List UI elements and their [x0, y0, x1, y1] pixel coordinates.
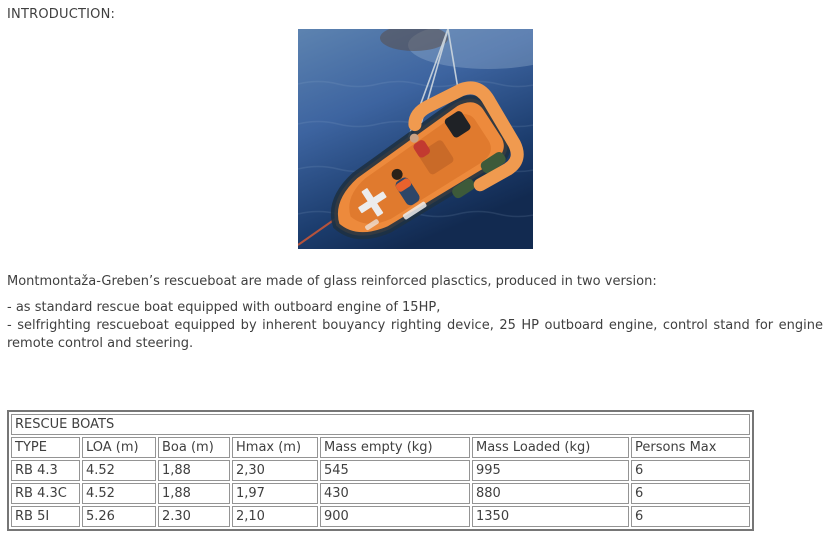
column-header-2: Boa (m) [158, 437, 230, 458]
cell-1-5: 880 [472, 483, 629, 504]
intro-paragraph: Montmontaža-Greben’s rescueboat are made of glass reinforced plasctics, produced in two version: [7, 274, 657, 289]
column-header-0: TYPE [11, 437, 80, 458]
intro-text [7, 273, 823, 353]
column-header-4: Mass empty (kg) [320, 437, 470, 458]
column-header-3: Hmax (m) [232, 437, 318, 458]
cell-2-0: RB 5I [11, 506, 80, 527]
cell-1-6: 6 [631, 483, 750, 504]
cell-0-4: 545 [320, 460, 470, 481]
cell-2-5: 1350 [472, 506, 629, 527]
cell-1-3: 1,97 [232, 483, 318, 504]
cell-1-4: 430 [320, 483, 470, 504]
table-row-2 [11, 506, 750, 527]
cell-2-2: 2.30 [158, 506, 230, 527]
rescue-boats-table-body [11, 414, 750, 527]
bullet-standard: - as standard rescue boat equipped with outboard engine of 15HP, [7, 300, 441, 315]
cell-1-0: RB 4.3C [11, 483, 80, 504]
cell-0-0: RB 4.3 [11, 460, 80, 481]
bullet-selfrighting: - selfrighting rescueboat equipped by inherent bouyancy righting device, 25 HP outboard engine, control stand for engine remote control and steering. [7, 318, 823, 351]
cell-0-6: 6 [631, 460, 750, 481]
cell-2-6: 6 [631, 506, 750, 527]
cell-2-3: 2,10 [232, 506, 318, 527]
table-title-row [11, 414, 750, 435]
column-header-6: Persons Max [631, 437, 750, 458]
cell-1-2: 1,88 [158, 483, 230, 504]
cell-2-4: 900 [320, 506, 470, 527]
table-title: RESCUE BOATS [11, 414, 750, 435]
cell-1-1: 4.52 [82, 483, 156, 504]
rescue-boats-table [7, 410, 754, 531]
column-header-5: Mass Loaded (kg) [472, 437, 629, 458]
page-title: INTRODUCTION: [7, 7, 116, 22]
cell-0-1: 4.52 [82, 460, 156, 481]
cell-0-3: 2,30 [232, 460, 318, 481]
table-header-row [11, 437, 750, 458]
cell-2-1: 5.26 [82, 506, 156, 527]
column-header-1: LOA (m) [82, 437, 156, 458]
rescue-boat-photo [298, 29, 533, 249]
table-row-0 [11, 460, 750, 481]
cell-0-2: 1,88 [158, 460, 230, 481]
cell-0-5: 995 [472, 460, 629, 481]
table-row-1 [11, 483, 750, 504]
